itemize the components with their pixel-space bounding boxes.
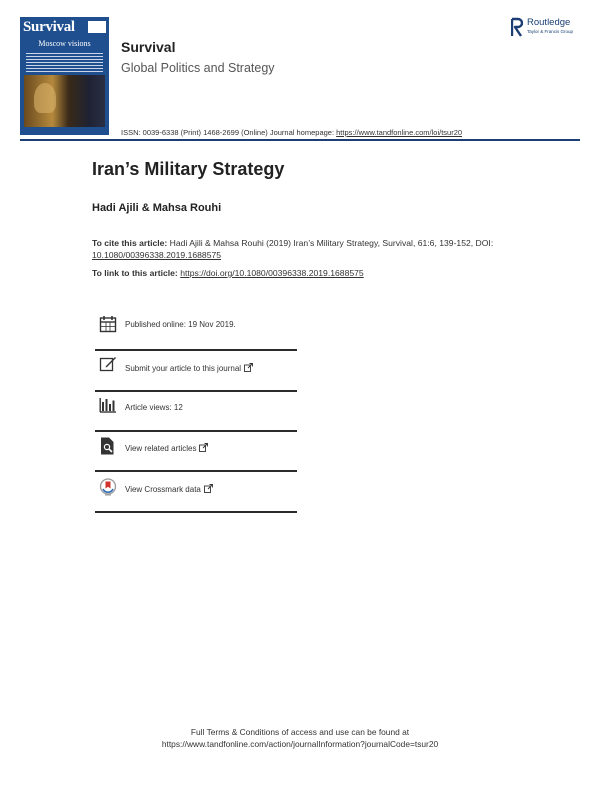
divider [95, 470, 297, 472]
submit-article-link[interactable] [95, 355, 297, 395]
divider [95, 390, 297, 392]
divider [95, 349, 297, 351]
calendar-icon [99, 315, 117, 333]
crossmark-icon [99, 478, 117, 496]
cover-subtitle: Moscow visions [38, 39, 91, 48]
routledge-r-icon [511, 17, 523, 37]
divider [95, 511, 297, 513]
related-articles-text: View related articles [125, 443, 208, 453]
article-authors: Hadi Ajili & Mahsa Rouhi [92, 202, 222, 214]
journal-title: Survival [121, 39, 176, 55]
article-title: Iran’s Military Strategy [92, 159, 285, 179]
article-views-text: Article views: 12 [125, 403, 183, 412]
document-search-icon [99, 437, 117, 455]
article-doi-url[interactable]: https://doi.org/10.1080/00396338.2019.1688575 [180, 268, 364, 278]
header-divider [20, 139, 580, 141]
crossmark-text: View Crossmark data [125, 484, 213, 494]
footer [0, 726, 600, 750]
submit-article-text: Submit your article to this journal [125, 363, 253, 373]
citation-label: To cite this article: [92, 238, 168, 248]
edit-icon [99, 355, 117, 373]
article-link-block [92, 267, 512, 279]
footer-terms-text: Full Terms & Conditions of access and use can be found at [190, 727, 410, 737]
published-online-text: Published online: 19 Nov 2019. [125, 320, 236, 329]
cover-title: Survival [23, 19, 75, 35]
issn-line [121, 128, 462, 137]
bar-chart-icon [99, 396, 117, 414]
journal-cover-image [20, 17, 109, 135]
external-link-icon [244, 363, 253, 372]
citation-block [92, 237, 512, 261]
citation-text: Hadi Ajili & Mahsa Rouhi (2019) Iran’s Military Strategy, Survival, 61:6, 139-152, DOI: [167, 238, 494, 248]
doi-link[interactable]: 10.1080/00396338.2019.1688575 [92, 250, 222, 260]
journal-subtitle: Global Politics and Strategy [121, 61, 275, 75]
issn-text: ISSN: 0039-6338 (Print) 1468-2699 (Online) Journal homepage: [121, 128, 337, 137]
cover-artwork [24, 75, 105, 127]
footer-terms-url[interactable]: https://www.tandfonline.com/action/journalInformation?journalCode=tsur20 [161, 739, 439, 749]
publisher-tagline: Taylor & Francis Group [527, 29, 574, 34]
publisher-name: Routledge [527, 17, 571, 28]
divider [95, 430, 297, 432]
external-link-icon [199, 443, 208, 452]
link-label: To link to this article: [92, 268, 181, 278]
external-link-icon [204, 484, 213, 493]
routledge-logo [511, 17, 583, 39]
journal-homepage-link[interactable]: https://www.tandfonline.com/loi/tsur20 [336, 128, 463, 137]
